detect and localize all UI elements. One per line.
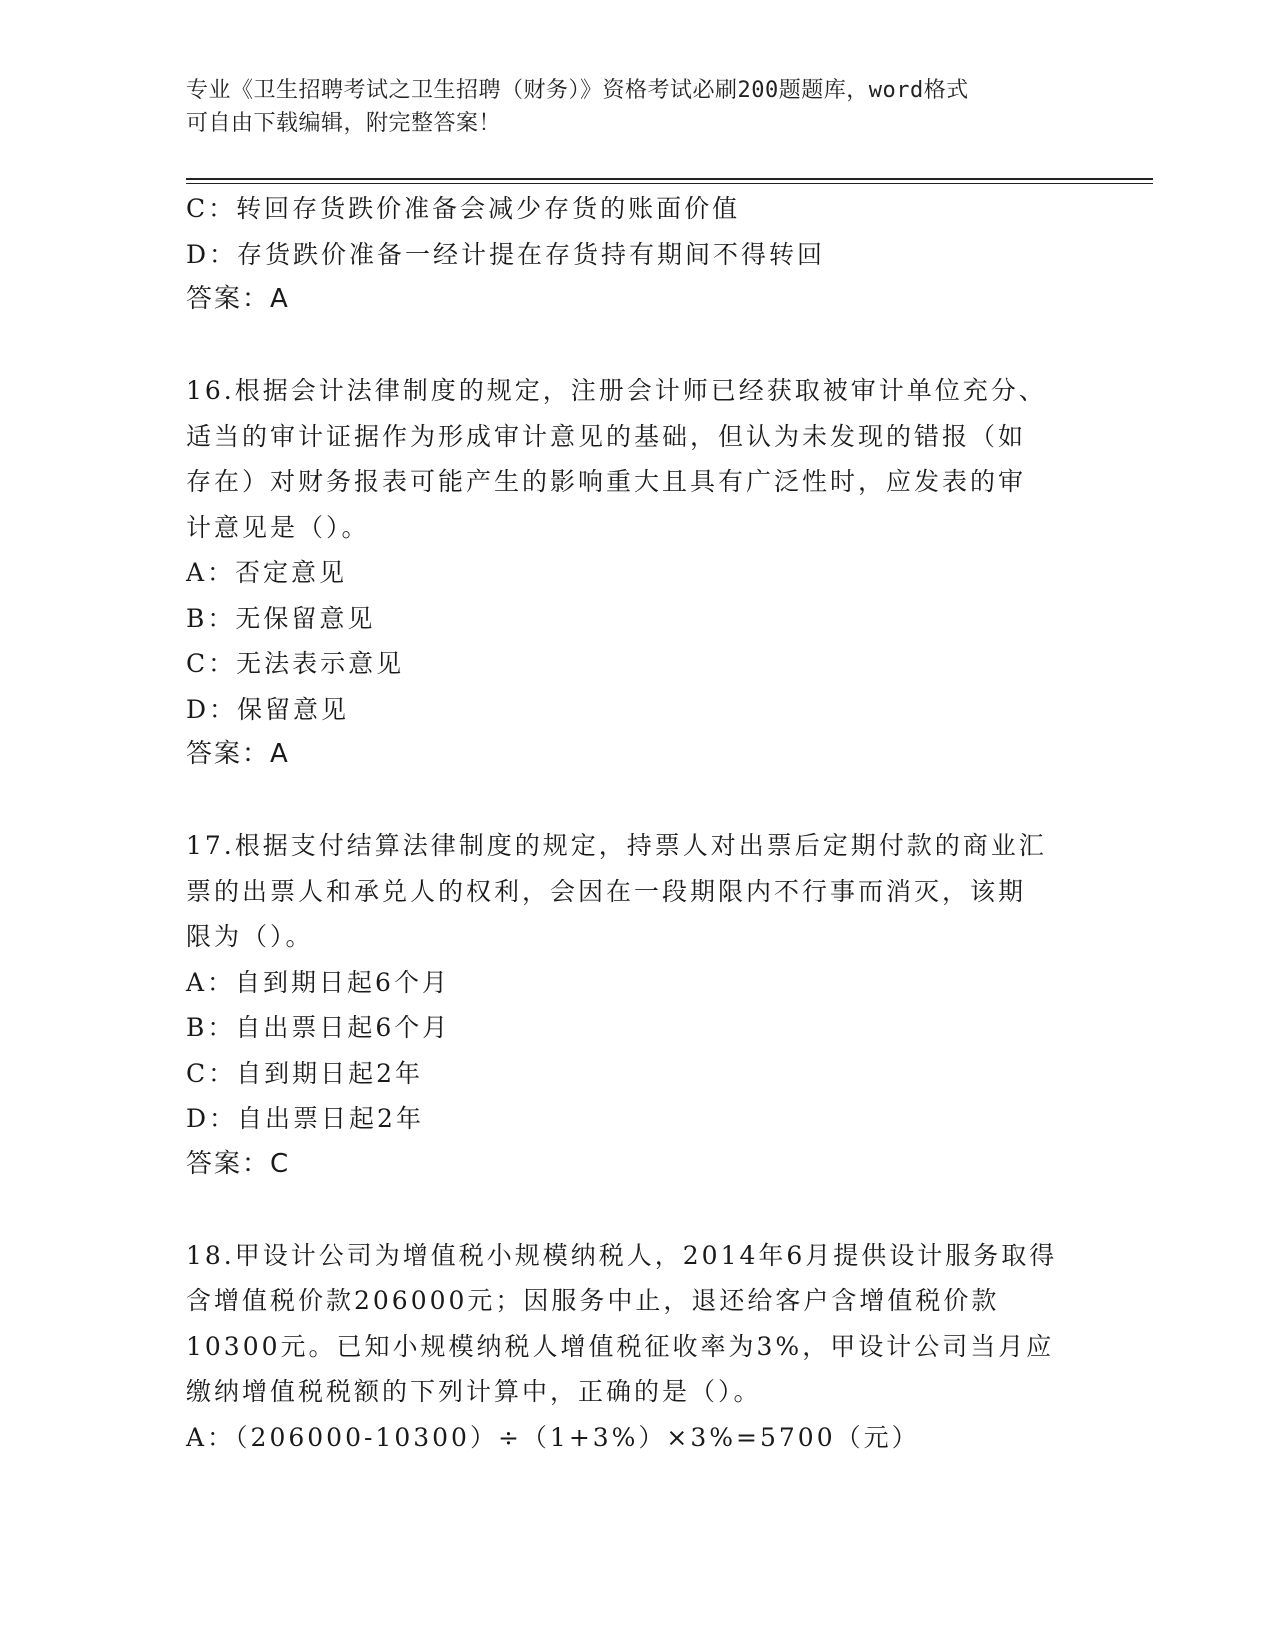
q16-answer: 答案：A bbox=[186, 739, 290, 769]
spacer bbox=[186, 323, 1086, 369]
document-header bbox=[186, 74, 1066, 140]
q17-option-d: D：自出票日起2年 bbox=[186, 1104, 424, 1133]
spacer bbox=[186, 778, 1086, 824]
question-16 bbox=[186, 368, 1086, 778]
question-content bbox=[186, 186, 1086, 1460]
q17-option-b: B：自出票日起6个月 bbox=[186, 1013, 451, 1042]
q16-option-b: B：无保留意见 bbox=[186, 603, 376, 633]
spacer bbox=[186, 1187, 1086, 1233]
q16-stem-line-4: 计意见是（）。 bbox=[186, 512, 370, 542]
q18-stem-line-1: 18.甲设计公司为增值税小规模纳税人，2014年6月提供设计服务取得 bbox=[186, 1240, 1058, 1270]
q16-stem-line-1: 16.根据会计法律制度的规定，注册会计师已经获取被审计单位充分、 bbox=[186, 376, 1047, 405]
q16-stem-line-2: 适当的审计证据作为形成审计意见的基础，但认为未发现的错报（如 bbox=[186, 421, 1027, 451]
q17-option-a: A：自到期日起6个月 bbox=[186, 967, 450, 997]
header-divider-thick bbox=[186, 178, 1153, 180]
q16-option-c: C：无法表示意见 bbox=[186, 649, 405, 678]
q17-stem-line-2: 票的出票人和承兑人的权利，会因在一段期限内不行事而消灭，该期 bbox=[186, 876, 1027, 906]
q15-answer: 答案：A bbox=[186, 284, 290, 314]
q17-option-c: C：自到期日起2年 bbox=[186, 1058, 424, 1088]
q18-stem-line-4: 缴纳增值税税额的下列计算中，正确的是（）。 bbox=[186, 1377, 762, 1406]
q16-option-d: D：保留意见 bbox=[186, 694, 350, 724]
question-15 bbox=[186, 186, 1086, 323]
q15-option-c: C：转回存货跌价准备会减少存货的账面价值 bbox=[186, 194, 741, 223]
q17-answer: 答案：C bbox=[186, 1148, 291, 1179]
q15-option-d: D：存货跌价准备一经计提在存货持有期间不得转回 bbox=[186, 239, 826, 269]
q18-stem-line-3: 10300元。已知小规模纳税人增值税征收率为3%，甲设计公司当月应 bbox=[186, 1331, 1055, 1361]
q16-stem-line-3: 存在）对财务报表可能产生的影响重大且具有广泛性时，应发表的审 bbox=[186, 467, 1027, 496]
question-17 bbox=[186, 823, 1086, 1187]
header-title-line-2: 可自由下载编辑，附完整答案！ bbox=[186, 111, 502, 136]
q17-stem-line-1: 17.根据支付结算法律制度的规定，持票人对出票后定期付款的商业汇 bbox=[186, 831, 1047, 860]
q16-option-a: A：否定意见 bbox=[186, 558, 348, 587]
q18-stem-line-2: 含增值税价款206000元；因服务中止，退还给客户含增值税价款 bbox=[186, 1286, 1000, 1315]
question-18 bbox=[186, 1233, 1086, 1461]
header-title-line-1: 专业《卫生招聘考试之卫生招聘（财务）》资格考试必刷200题题库，word格式 bbox=[186, 78, 969, 103]
q18-option-a: A：（206000-10300）÷（1+3%）×3%=5700（元） bbox=[186, 1422, 920, 1452]
q17-stem-line-3: 限为（）。 bbox=[186, 922, 314, 951]
header-divider-thin bbox=[186, 183, 1153, 184]
